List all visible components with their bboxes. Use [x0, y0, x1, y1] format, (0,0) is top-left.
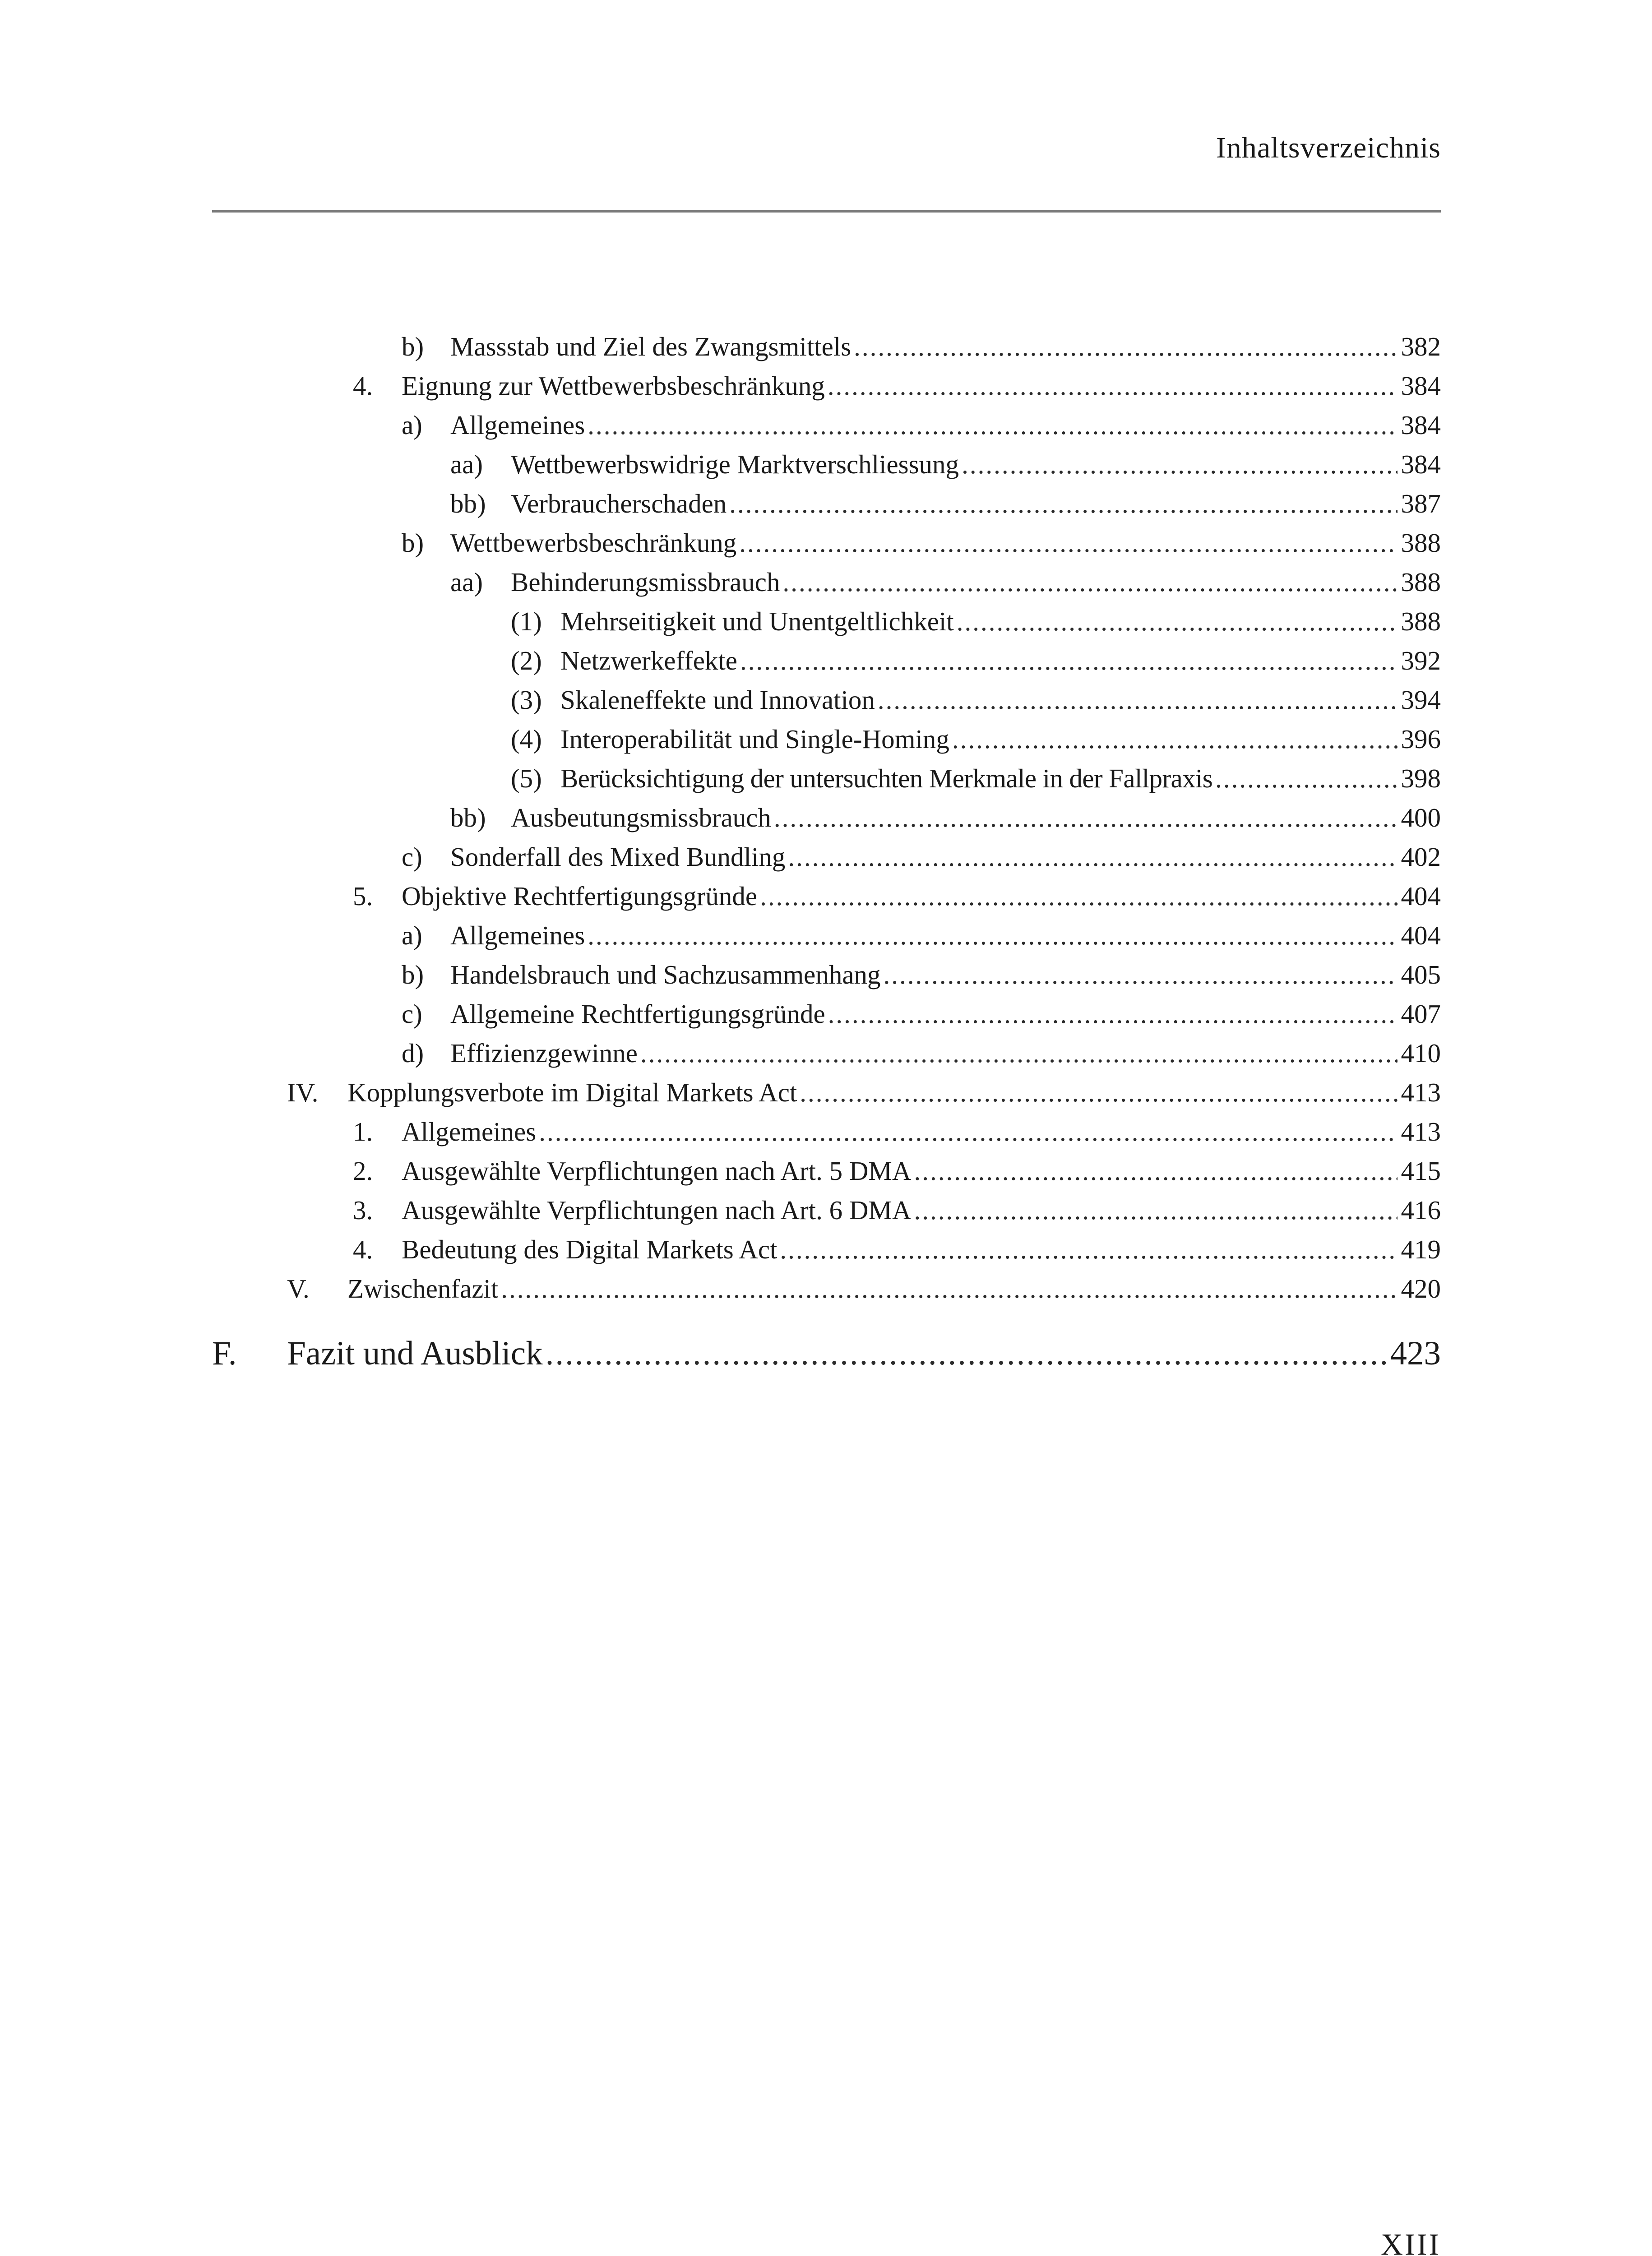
- toc-entry-title: Effizienzgewinne: [450, 1038, 638, 1068]
- toc-entry-title: Handelsbrauch und Sachzusammenhang: [450, 960, 881, 989]
- page-number: XIII: [1380, 2227, 1441, 2256]
- toc-leader-dots: [800, 1074, 1397, 1110]
- toc-entry-page: 405: [1401, 960, 1441, 989]
- toc-entry-page: 420: [1401, 1274, 1441, 1304]
- toc-entry-page: 398: [1401, 763, 1441, 793]
- toc-entry-number: aa): [450, 449, 483, 479]
- toc-entry-number: 5.: [353, 881, 373, 911]
- toc-entry-page: 388: [1401, 528, 1441, 558]
- toc-leader-dots: [774, 800, 1397, 836]
- toc-leader-dots: [1215, 760, 1397, 796]
- toc-entry-number: F.: [212, 1335, 237, 1372]
- toc-entry-title: Objektive Rechtfertigungsgründe: [402, 881, 758, 911]
- toc-entry: [402, 917, 1441, 953]
- toc-leader-dots: [780, 1231, 1397, 1267]
- toc-entry-page: 382: [1401, 332, 1441, 361]
- running-title: Inhaltsverzeichnis: [1216, 131, 1441, 164]
- toc-leader-dots: [782, 564, 1397, 600]
- toc-entry-title: Interoperabilität und Single-Homing: [560, 724, 949, 754]
- toc-entry-number: a): [402, 920, 422, 950]
- toc-entry: [402, 328, 1441, 365]
- toc-entry-number: aa): [450, 567, 483, 597]
- toc-entry: [353, 368, 1441, 404]
- toc-leader-dots: [501, 1271, 1397, 1307]
- toc-entry: [353, 1153, 1441, 1189]
- toc-entry: [511, 643, 1441, 679]
- toc-entry-number: c): [402, 842, 422, 872]
- toc-leader-dots: [729, 485, 1397, 522]
- toc-entry-title: Behinderungsmissbrauch: [511, 567, 780, 597]
- toc-entry-page: 388: [1401, 567, 1441, 597]
- toc-entry-page: 396: [1401, 724, 1441, 754]
- toc-entry-number: c): [402, 999, 422, 1029]
- toc-leader-dots: [828, 368, 1397, 404]
- toc-leader-dots: [962, 446, 1397, 482]
- toc-entry-title: Fazit und Ausblick: [287, 1335, 543, 1372]
- toc-entry-title: Wettbewerbsbeschränkung: [450, 528, 737, 558]
- toc-leader-dots: [828, 996, 1397, 1032]
- toc-entry: [450, 446, 1441, 482]
- toc-entry-title: Allgemeines: [402, 1117, 537, 1146]
- toc-entry-title: Allgemeines: [450, 410, 585, 440]
- toc-entry-page: 416: [1401, 1195, 1441, 1225]
- toc-entry-title: Allgemeines: [450, 920, 585, 950]
- toc-entry-number: bb): [450, 803, 486, 832]
- toc-entry-title: Massstab und Ziel des Zwangsmittels: [450, 332, 851, 361]
- toc-leader-dots: [914, 1153, 1397, 1189]
- toc-leader-dots: [878, 682, 1397, 718]
- toc-entry-title: Wettbewerbswidrige Marktverschliessung: [511, 449, 959, 479]
- toc-entry-page: 413: [1401, 1117, 1441, 1146]
- toc-leader-dots: [788, 839, 1397, 875]
- toc-entry-title: Mehrseitigkeit und Unentgeltlichkeit: [560, 606, 954, 636]
- toc-leader-dots: [952, 721, 1397, 757]
- toc-entry: [511, 682, 1441, 718]
- toc-entry-number: 2.: [353, 1156, 373, 1186]
- toc-entry: [353, 1192, 1441, 1228]
- toc-entry: [511, 721, 1441, 757]
- toc-entry-number: b): [402, 332, 424, 361]
- toc-entry-page: 400: [1401, 803, 1441, 832]
- toc-leader-dots: [588, 407, 1397, 443]
- toc-leader-dots: [539, 1114, 1397, 1150]
- toc-leader-dots: [546, 1331, 1387, 1376]
- toc-entry: [353, 878, 1441, 914]
- toc-leader-dots: [640, 1035, 1397, 1071]
- toc-entry-page: 402: [1401, 842, 1441, 872]
- toc-entry-page: 384: [1401, 410, 1441, 440]
- toc-entry: [402, 407, 1441, 443]
- toc-entry: [287, 1074, 1441, 1110]
- toc-entry-title: Sonderfall des Mixed Bundling: [450, 842, 786, 872]
- toc-leader-dots: [588, 917, 1397, 953]
- toc-entry: [450, 564, 1441, 600]
- toc-entry-page: 423: [1390, 1335, 1441, 1372]
- toc-entry: [287, 1271, 1441, 1307]
- toc-entry-title: Bedeutung des Digital Markets Act: [402, 1234, 777, 1264]
- toc-entry: [402, 957, 1441, 993]
- toc-entry-number: b): [402, 528, 424, 558]
- toc-entry-page: 404: [1401, 881, 1441, 911]
- toc-entry-page: 419: [1401, 1234, 1441, 1264]
- toc-entry-number: bb): [450, 489, 486, 518]
- toc-entry-number: (3): [511, 685, 542, 715]
- toc-entry-page: 387: [1401, 489, 1441, 518]
- toc-entry-number: (2): [511, 646, 542, 675]
- toc-leader-dots: [914, 1192, 1397, 1228]
- toc-leader-dots: [957, 603, 1397, 639]
- toc-entry-page: 407: [1401, 999, 1441, 1029]
- toc-entry-page: 410: [1401, 1038, 1441, 1068]
- toc-entry: [402, 525, 1441, 561]
- toc-entry-title: Berücksichtigung der untersuchten Merkmale in der Fallpraxis: [560, 763, 1213, 793]
- toc-entry-number: d): [402, 1038, 424, 1068]
- toc-entry-title: Verbraucherschaden: [511, 489, 727, 518]
- toc-entry-page: 394: [1401, 685, 1441, 715]
- toc-entry-page: 388: [1401, 606, 1441, 636]
- toc-entry-number: 4.: [353, 371, 373, 401]
- toc-entry-title: Ausgewählte Verpflichtungen nach Art. 5 DMA: [402, 1156, 912, 1186]
- toc-entry-number: 4.: [353, 1234, 373, 1264]
- toc-leader-dots: [740, 643, 1397, 679]
- toc-entry-title: Allgemeine Rechtfertigungsgründe: [450, 999, 825, 1029]
- toc-leader-dots: [854, 328, 1397, 365]
- toc-entry: [450, 485, 1441, 522]
- toc-leader-dots: [884, 957, 1397, 993]
- toc-entry-number: (5): [511, 763, 542, 793]
- toc-entry-title: Kopplungsverbote im Digital Markets Act: [347, 1077, 797, 1107]
- toc-entry-number: 3.: [353, 1195, 373, 1225]
- toc-entry-title: Zwischenfazit: [347, 1274, 499, 1304]
- toc-entry: [402, 996, 1441, 1032]
- toc-entry-number: (4): [511, 724, 542, 754]
- toc-entry-number: V.: [287, 1274, 310, 1304]
- toc-entry: [511, 603, 1441, 639]
- toc-leader-dots: [760, 878, 1397, 914]
- toc-entry-page: 384: [1401, 371, 1441, 401]
- toc-entry-number: a): [402, 410, 422, 440]
- toc-entry-title: Ausgewählte Verpflichtungen nach Art. 6 DMA: [402, 1195, 912, 1225]
- toc-chapter-entry: [212, 1331, 1441, 1376]
- toc-entry: [402, 839, 1441, 875]
- toc-entry-page: 392: [1401, 646, 1441, 675]
- toc-entry-number: IV.: [287, 1077, 319, 1107]
- toc-entry: [402, 1035, 1441, 1071]
- toc-entry: [450, 800, 1441, 836]
- toc-entry: [353, 1231, 1441, 1267]
- toc-entry: [353, 1114, 1441, 1150]
- toc-entry-page: 384: [1401, 449, 1441, 479]
- toc-entry-page: 404: [1401, 920, 1441, 950]
- toc-entry-page: 415: [1401, 1156, 1441, 1186]
- toc-entry-number: b): [402, 960, 424, 989]
- toc-entry-number: (1): [511, 606, 542, 636]
- toc-entry-title: Eignung zur Wettbewerbsbeschränkung: [402, 371, 825, 401]
- toc-leader-dots: [739, 525, 1397, 561]
- toc-entry-number: 1.: [353, 1117, 373, 1146]
- toc-entry-title: Ausbeutungsmissbrauch: [511, 803, 771, 832]
- toc-entry: [511, 760, 1441, 796]
- toc-entry-title: Netzwerkeffekte: [560, 646, 737, 675]
- toc-entry-page: 413: [1401, 1077, 1441, 1107]
- toc-entry-title: Skaleneffekte und Innovation: [560, 685, 875, 715]
